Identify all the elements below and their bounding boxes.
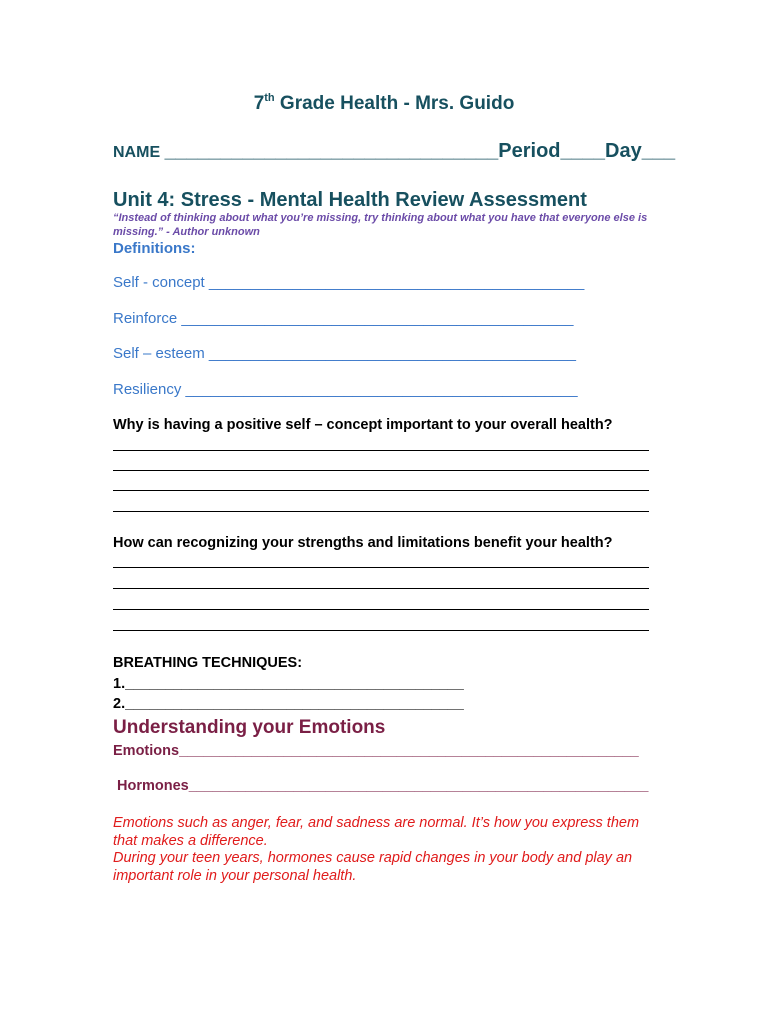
emotions-heading: Understanding your Emotions <box>113 717 386 738</box>
answer-line[interactable] <box>113 470 649 471</box>
definition-answer-field[interactable]: _______________________________________________ <box>181 310 574 327</box>
definition-self-esteem <box>113 345 576 362</box>
breathing-heading: BREATHING TECHNIQUES: <box>113 655 303 671</box>
definition-label: Self - concept <box>113 274 205 291</box>
definition-label: Resiliency <box>113 381 182 398</box>
name-field[interactable]: ______________________________ <box>164 140 499 162</box>
definition-resiliency <box>113 381 578 398</box>
answer-line[interactable] <box>113 609 649 610</box>
title-ordinal-suffix: th <box>264 92 275 104</box>
definition-answer-field[interactable]: ____________________________________________ <box>208 345 576 362</box>
answer-line[interactable] <box>113 588 649 589</box>
name-label: NAME <box>113 144 161 161</box>
emotions-term <box>113 743 639 759</box>
term-answer-field[interactable]: _________________________________________________________ <box>179 743 639 759</box>
definition-answer-field[interactable]: _____________________________________________ <box>208 274 585 291</box>
definition-answer-field[interactable]: _______________________________________________ <box>185 381 578 398</box>
breathing-answer-field[interactable]: __________________________________________ <box>125 676 464 692</box>
student-info-row <box>113 140 675 163</box>
definition-self-concept <box>113 274 584 291</box>
item-number: 2. <box>113 696 126 712</box>
day-field[interactable]: ___ <box>641 140 676 162</box>
definitions-heading: Definitions: <box>113 240 196 257</box>
term-label: Hormones <box>117 778 189 794</box>
hormones-note: During your teen years, hormones cause rapid changes in your body and play an important role in your personal health. <box>113 850 633 884</box>
definition-label: Self – esteem <box>113 345 205 362</box>
item-number: 1. <box>113 676 126 692</box>
answer-line[interactable] <box>113 490 649 491</box>
emotions-note: Emotions such as anger, fear, and sadness are normal. It’s how you express them that makes a difference. <box>113 815 640 849</box>
question-1: Why is having a positive self – concept important to your overall health? <box>113 417 613 433</box>
unit-title: Unit 4: Stress - Mental Health Review Assessment <box>113 189 587 211</box>
breathing-answer-field[interactable]: __________________________________________ <box>125 696 464 712</box>
term-answer-field[interactable]: _________________________________________________________ <box>188 778 649 794</box>
definition-label: Reinforce <box>113 310 178 327</box>
period-label: Period <box>498 140 561 162</box>
page-title <box>0 92 768 115</box>
question-2: How can recognizing your strengths and limitations benefit your health? <box>113 535 613 551</box>
hormones-term <box>117 778 648 794</box>
quote: “Instead of thinking about what you’re missing, try thinking about what you have that everyone else is missing.” - Author unknown <box>113 212 648 238</box>
answer-line[interactable] <box>113 450 649 451</box>
breathing-item-2 <box>113 696 464 712</box>
day-label: Day <box>605 140 642 162</box>
title-grade-number: 7 <box>253 93 265 114</box>
term-label: Emotions <box>113 743 180 759</box>
period-field[interactable]: ____ <box>560 140 606 162</box>
answer-line[interactable] <box>113 630 649 631</box>
definition-reinforce <box>113 310 573 327</box>
answer-line[interactable] <box>113 567 649 568</box>
breathing-item-1 <box>113 676 464 692</box>
answer-line[interactable] <box>113 511 649 512</box>
title-text: Grade Health - Mrs. Guido <box>274 93 515 114</box>
